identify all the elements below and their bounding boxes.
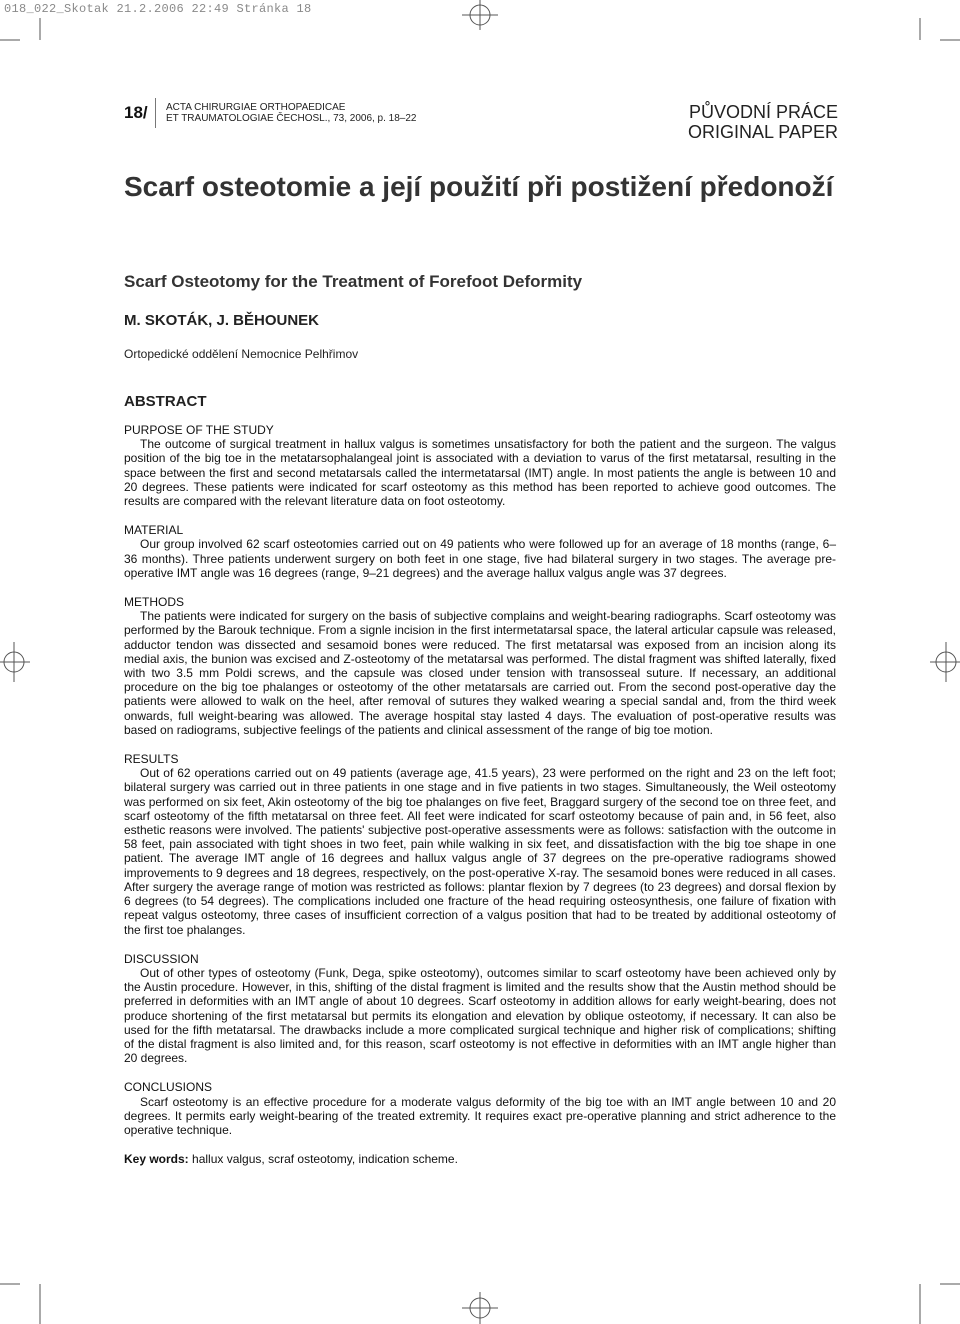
abstract-section-material — [124, 523, 836, 580]
section-text: Our group involved 62 scarf osteotomies carried out on 49 patients who were followed up for an average of 18 months (range, 6–36 months). Three patients underwent surgery on both feet in one stage, five had bilateral surgery in two stages. The average pre-operative IMT angle was 16 degrees (range, 9–21 degrees) and the average hallux valgus angle was 37 degrees. — [124, 537, 836, 580]
abstract-heading: ABSTRACT — [124, 393, 207, 410]
abstract-section-discussion — [124, 952, 836, 1066]
article-authors: M. SKOTÁK, J. BĚHOUNEK — [124, 312, 320, 329]
article-title: Scarf osteotomie a její použití při postižení předonoží — [124, 171, 834, 202]
section-heading: CONCLUSIONS — [124, 1080, 213, 1095]
abstract-section-purpose — [124, 423, 836, 508]
abstract-section-methods — [124, 595, 836, 737]
abstract-section-results — [124, 752, 836, 937]
keywords — [124, 1152, 836, 1166]
abstract-section-conclusions — [124, 1080, 836, 1137]
abstract-body — [124, 423, 836, 1166]
section-text: Out of 62 operations carried out on 49 patients (average age, 41.5 years), 23 were performed on the right and 23 on the left foot; bilateral surgery was carried out in three patients in one stage and in five patients in two stages. Simultaneously, the Weil osteotomy was performed on six feet, Akin osteotomy of the big toe phalanges on five feet, Braggard surgery of the second toe on three feet, and scarf osteotomy of the fifth metatarsal on three feet. All feet were indicated for scarf osteotomy because of pain and, in 56 feet, also esthetic reasons were involved. The patients' subjective post-operative assessments were as follows: satisfaction with the outcome in 58 feet, pain associated with tight shoes in two feet, pain while walking in six feet, and dissatisfaction with the big toe shape in one patient. The average IMT angle of 16 degrees and hallux valgus angle of 37 degrees on the pre-operative radiograms showed improvements to 9 degrees and 18 degrees, respectively, on the post-operative X-ray. The sesamoid bones were reduced in all cases. After surgery the average range of motion was restricted as follows: plantar flexion by 7 degrees (to 23 degrees) and dorsal flexion by 6 degrees (to 54 degrees). The complications included one fracture of the head requiring osteosynthesis, one failure of fixation with repeat valgus osteotomy, three cases of insufficient correction of a valgus position that had to be treated by additional osteotomy of the first toe phalanges. — [124, 766, 836, 937]
keywords-label: Key words: — [124, 1152, 189, 1167]
header-divider — [155, 98, 156, 128]
section-text: The outcome of surgical treatment in hallux valgus is sometimes unsatisfactory for both the patient and the surgeon. The valgus position of the big toe in the metatarsophalangeal joint is associated with a deviation to varus of the first metatarsal, resulting in the space between the first and second metatarsals called the intermetatarsal (IMT) angle. In most patients the angle is between 10 and 20 degrees. These patients were indicated for scarf osteotomy as this method has been reported to achieve good outcomes. The results are compared with the relevant literature data on foot osteotomy. — [124, 437, 836, 509]
registration-mark-icon — [462, 1292, 498, 1324]
section-heading: MATERIAL — [124, 523, 184, 538]
section-text: Scarf osteotomy is an effective procedure for a moderate valgus deformity of the big toe with an IMT angle between 10 and 20 degrees. It permits early weight-bearing of the treated extremity. It requires exact pre-operative planning and strict adherence to the operative technique. — [124, 1094, 836, 1137]
section-text: The patients were indicated for surgery on the basis of subjective complains and weight-bearing radiographs. Scarf osteotomy was performed by the Barouk technique. From a signle incision in the first intermetatarsal space, the lateral articular capsule was released, adductor tendon was dissected and sesamoid bones were reduced. The first metatarsal was exposed from an incision along its medial axis, the bunion was excised and Z-osteotomy of the metatarsal was performed. The distal fragment was shifted laterally, fixed with two 3.5 mm Poldi screws, and the capsule was closed under tension with transosseal suture. If necessary, an additional procedure on the big toe phalanges or osteotomy of the other metatarsals are carried out. From the second post-operative day the patients were allowed to walk on the heel, after removal of sutures they walked wearing a special sandal and, from the third week onwards, full weight-bearing was allowed. The average hospital stay lasted 4 days. The evaluation of post-operative results was based on radiograms, subjective feelings of the patients and clinical assessment of the range of big toe motion. — [124, 609, 836, 737]
section-text: Out of other types of osteotomy (Funk, Dega, spike osteotomy), outcomes similar to scarf osteotomy have been achieved only by the Austin procedure. However, in this, shifting of the distal fragment is limited and the results show that the Austin method should be preferred in deformities with an IMT angle of about 10 degrees. Scarf osteotomy in addition allows for early weight-bearing, does not produce shortening of the first metatarsal but permits its elongation and elevation by oblique osteotomy, if necessary. It can also be used for the fifth metatarsal. The drawbacks include a more complicated surgical technique and higher risk of complications; shifting of the distal fragment is also limited and, for this reason, scarf osteotomy is not effective in deformities with an IMT angle higher than 20 degrees. — [124, 965, 836, 1066]
registration-mark-icon — [930, 642, 960, 682]
crop-mark-icon — [900, 0, 960, 60]
section-heading: METHODS — [124, 595, 184, 610]
section-heading: PURPOSE OF THE STUDY — [124, 423, 274, 437]
journal-citation: ET TRAUMATOLOGIAE ČECHOSL., 73, 2006, p. 18–22 — [166, 113, 417, 124]
section-heading: DISCUSSION — [124, 951, 199, 966]
paper-type-english: ORIGINAL PAPER — [687, 122, 838, 142]
article-subtitle: Scarf Osteotomy for the Treatment of Forefoot Deformity — [124, 272, 583, 291]
registration-mark-icon — [0, 642, 30, 682]
journal-info — [166, 102, 416, 124]
paper-type — [688, 102, 838, 142]
keywords-text: hallux valgus, scraf osteotomy, indication scheme. — [192, 1152, 458, 1167]
print-slug: 018_022_Skotak 21.2.2006 22:49 Stránka 18 — [4, 2, 312, 16]
paper-type-czech: PŮVODNÍ PRÁCE — [688, 102, 838, 122]
journal-name: ACTA CHIRURGIAE ORTHOPAEDICAE — [166, 102, 346, 113]
crop-mark-icon — [0, 1264, 60, 1324]
crop-mark-icon — [900, 1264, 960, 1324]
author-affiliation: Ortopedické oddělení Nemocnice Pelhřimov — [124, 347, 359, 361]
crop-mark-icon — [0, 0, 60, 60]
page-number: 18/ — [124, 103, 148, 122]
registration-mark-icon — [462, 0, 498, 30]
section-heading: RESULTS — [124, 752, 179, 767]
